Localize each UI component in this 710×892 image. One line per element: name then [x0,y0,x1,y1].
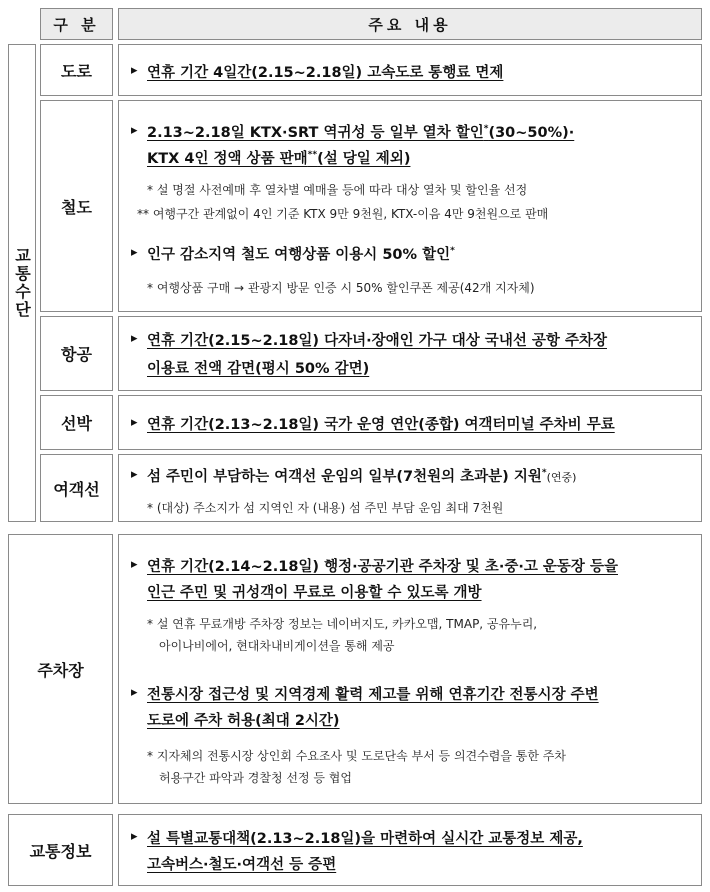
row-air-content [118,316,702,391]
row-ship-label: 선박 [61,414,92,433]
header-category-cell [40,8,113,40]
parking-line1: 연휴 기간(2.14~2.18일) 행정·공공기관 주차장 및 초·중·고 운동장 등을 [147,559,618,575]
rail-note1: * 설 명절 사전예매 후 열차별 예매율 등에 따라 대상 열차 및 할인율 선정 [147,183,528,197]
rail-line2-tail: (설 당일 제외) [317,151,411,167]
rail-line2 [147,147,410,168]
parking-note1b: 아이나비에어, 현대차내비게이션을 통해 제공 [159,639,395,653]
ferry-line1-tail: (연중) [546,471,577,484]
row-road-label-cell [40,44,113,96]
row-rail-label: 철도 [61,197,92,217]
header-category: 구 분 [53,15,100,34]
row-air-label-cell [40,316,113,391]
bullet-icon: ▸ [131,685,138,700]
bullet-icon: ▸ [131,123,138,138]
rail-line1-sup: * [483,124,489,135]
traffic-info-line2: 고속버스·철도·여객선 등 증편 [147,857,337,873]
parking-line3: 전통시장 접근성 및 지역경제 활력 제고를 위해 연휴기간 전통시장 주변 [147,687,599,703]
traffic-info-line1: 설 특별교통대책(2.13~2.18일)을 마련하여 실시간 교통정보 제공, [147,831,583,847]
bullet-icon: ▸ [131,557,138,572]
ferry-line1 [147,465,576,486]
group-transport-cell [8,44,36,522]
parking-note2b: 허용구간 파악과 경찰청 선정 등 협업 [159,771,352,785]
header-content: 주요 내용 [368,15,452,34]
row-ship-content [118,395,702,450]
row-parking-label: 주차장 [37,660,84,680]
row-ferry-label: 여객선 [53,479,100,499]
rail-line3 [147,243,455,264]
bullet-icon: ▸ [131,467,138,482]
row-parking-label-cell [8,534,113,804]
rail-line1 [147,121,574,142]
row-rail-label-cell [40,100,113,312]
rail-note3: * 여행상품 구매 → 관광지 방문 인증 시 50% 할인쿠폰 제공(42개 지자체) [147,281,535,295]
rail-line3-text: 인구 감소지역 철도 여행상품 이용시 50% 할인 [147,247,451,263]
ferry-line1-text: 섬 주민이 부담하는 여객선 운임의 일부(7천원의 초과분) 지원 [147,469,542,485]
air-line2: 이용료 전액 감면(평시 50% 감면) [147,361,370,377]
row-traffic-info-label: 교통정보 [29,841,92,861]
bullet-icon: ▸ [131,331,138,346]
rail-line1-tail: (30~50%)· [488,125,575,141]
rail-line2-text: KTX 4인 정액 상품 판매 [147,151,308,167]
parking-note2: * 지자체의 전통시장 상인회 수요조사 및 도로단속 부서 등 의견수렴을 통한 주차 [147,749,566,763]
row-ferry-content [118,454,702,522]
row-traffic-info-content [118,814,702,886]
group-transport-label: 교통수단 [12,247,32,319]
rail-note2: ** 여행구간 관계없이 4인 기준 KTX 9만 9천원, KTX-이음 4만 9천원으로 판매 [137,207,549,221]
row-road-content [118,44,702,96]
rail-line1-text: 2.13~2.18일 KTX·SRT 역귀성 등 일부 열차 할인 [147,125,484,141]
ferry-note1: * (대상) 주소지가 섬 지역인 자 (내용) 섬 주민 부담 운임 최대 7천원 [147,501,504,515]
rail-line3-sup: * [450,246,455,257]
ship-text: 연휴 기간(2.13~2.18일) 국가 운영 연안(종합) 여객터미널 주차비 무료 [147,417,615,433]
bullet-icon: ▸ [131,415,138,430]
bullet-icon: ▸ [131,63,138,78]
rail-line2-sup: ** [307,150,318,161]
parking-line2: 인근 주민 및 귀성객이 무료로 이용할 수 있도록 개방 [147,585,482,601]
road-text: 연휴 기간 4일간(2.15~2.18일) 고속도로 통행료 면제 [147,65,504,81]
row-ferry-label-cell [40,454,113,522]
parking-line4: 도로에 주차 허용(최대 2시간) [147,713,340,729]
bullet-icon: ▸ [131,829,138,844]
row-traffic-info-label-cell [8,814,113,886]
row-rail-content [118,100,702,312]
ferry-line1-sup: * [541,468,547,479]
row-air-label: 항공 [61,345,92,364]
bullet-icon: ▸ [131,245,138,260]
parking-note1: * 설 연휴 무료개방 주차장 정보는 네이버지도, 카카오맵, TMAP, 공유누리, [147,617,538,631]
row-parking-content [118,534,702,804]
row-road-label: 도로 [61,61,92,81]
row-ship-label-cell [40,395,113,450]
header-content-cell [118,8,702,40]
air-line1: 연휴 기간(2.15~2.18일) 다자녀·장애인 가구 대상 국내선 공항 주차장 [147,333,607,349]
